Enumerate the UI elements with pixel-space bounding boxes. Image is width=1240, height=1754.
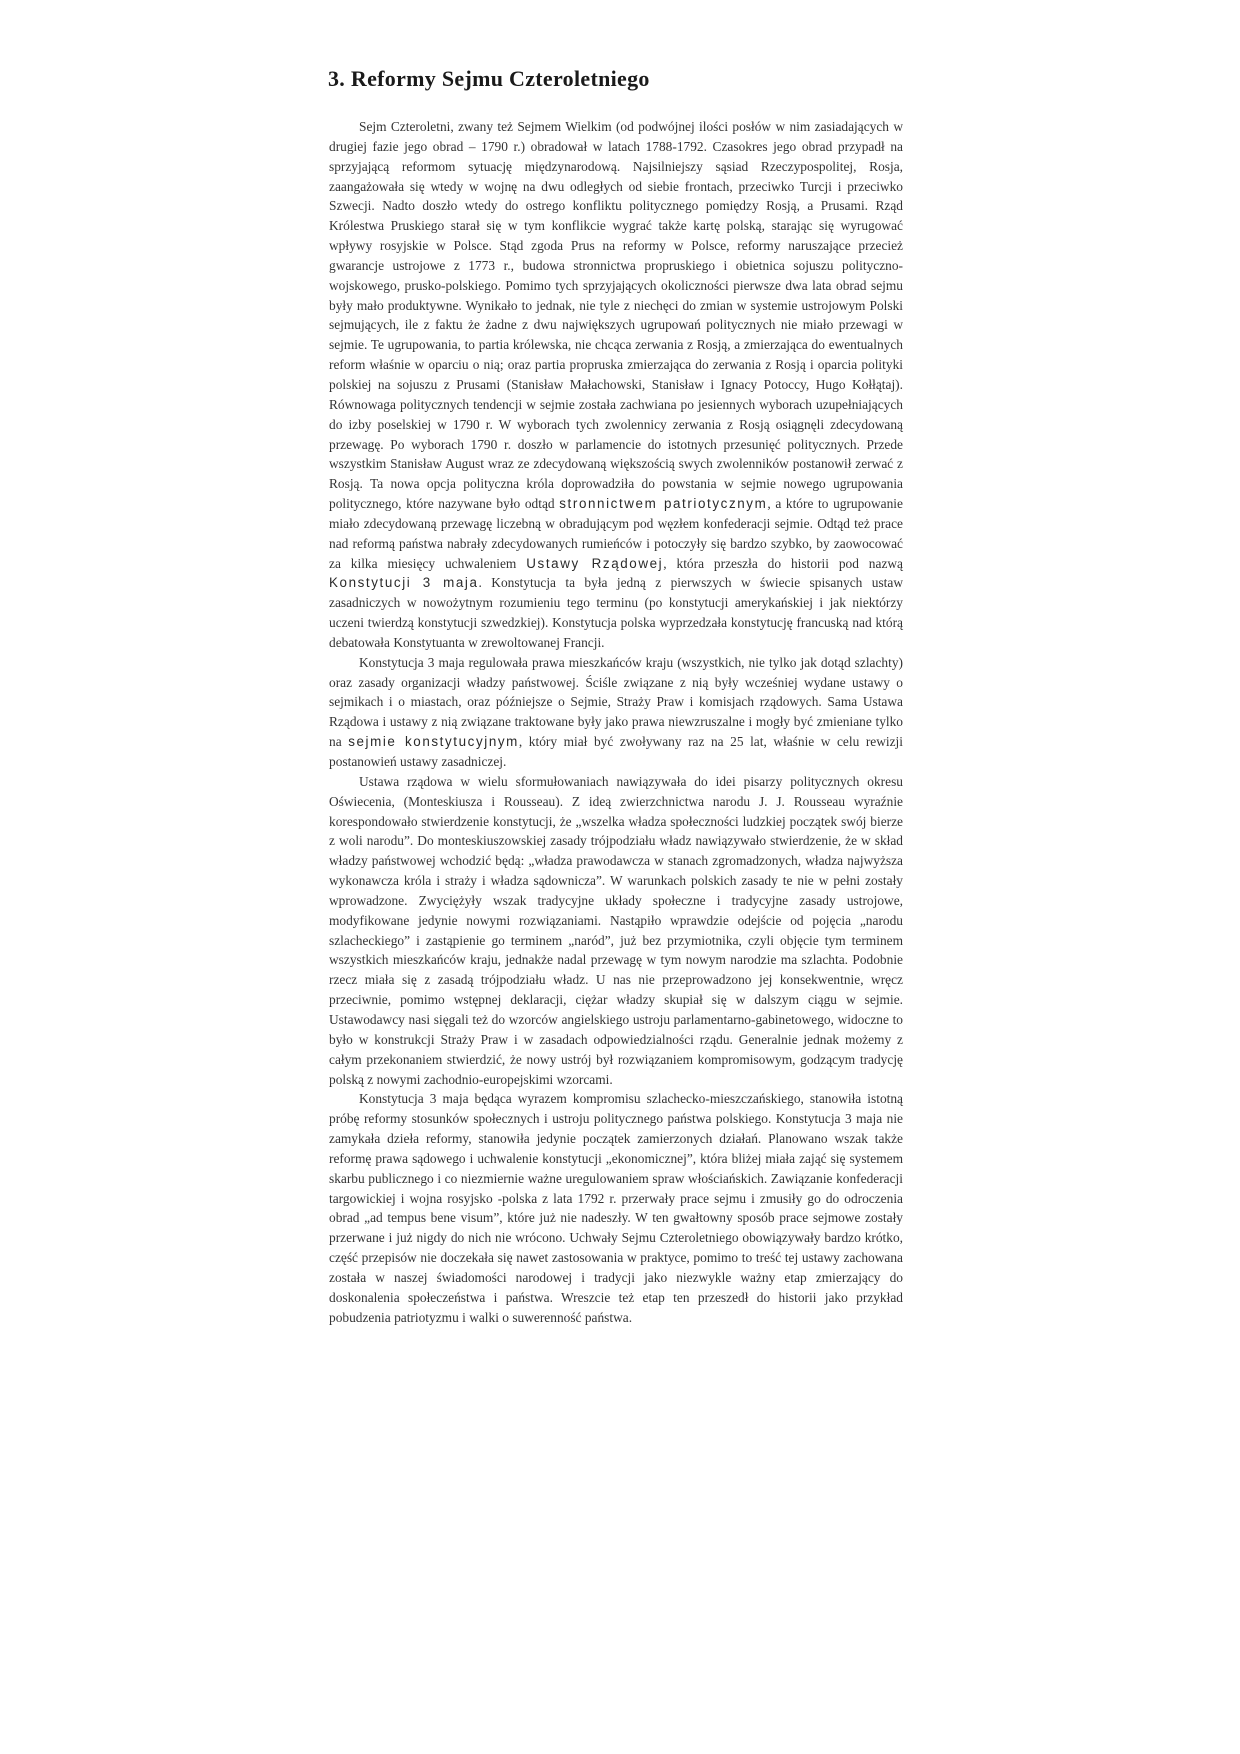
paragraph-1-text-d: . Konstytucja ta była jedną z pierwszych w świecie spisanych ustaw zasadniczych w nowożytnym rozumieniu tego terminu (po konstytucji amerykańskiej i jak niektórzy uczeni twierdzą konstytucji szwedzkiej). Konstytucja polska wyprzedzała konstytucję francuską nad którą debatowała Konstytuanta w zrewoltowanej Francji. [329, 575, 903, 650]
paragraph-1-text-b: , a które to ugrupowanie miało zdecydowaną przewagę liczebną w obradującym pod węzłem konfederacji sejmie. Odtąd też prace nad reformą państwa nabrały zdecydowanych rumieńców i potoczyły się bardzo szybko, by zaowocować za kilka miesięcy uchwaleniem [329, 496, 903, 571]
paragraph-2 [329, 653, 903, 772]
term-stronnictwo-patriotyczne: stronnictwem patriotycznym [559, 496, 768, 512]
paragraph-1 [329, 117, 903, 653]
section-heading: 3. Reformy Sejmu Czteroletniego [328, 66, 650, 91]
paragraph-3: Ustawa rządowa w wielu sformułowaniach nawiązywała do idei pisarzy politycznych okresu Oświecenia, (Monteskiusza i Rousseau). Z ideą zwierzchnictwa narodu J. J. Rousseau wyraźnie korespondowało stwierdzenie konstytucji, że „wszelka władza społeczności ludzkiej początek swój bierze z woli narodu”. Do monteskiuszowskiej zasady trójpodziału władz nawiązywało stwierdzenie, że w skład władzy państwowej wchodzić będą: „władza prawodawcza w stanach zgromadzonych, władza najwyższa wykonawcza króla i straży i władza sądownicza”. W warunkach polskich zasady te nie w pełni zostały wprowadzone. Zwyciężyły wszak tradycyjne układy społeczne i tradycyjne zasady ustrojowe, modyfikowane jedynie nowymi rozwiązaniami. Nastąpiło wprawdzie odejście od pojęcia „narodu szlacheckiego” i zastąpienie go terminem „naród”, już bez przymiotnika, czyli objęcie tym terminem wszystkich mieszkańców kraju, jednakże nadal przewagę w tym nowym narodzie ma szlachta. Podobnie rzecz miała się z zasadą trójpodziału władz. U nas nie przeprowadzono jej konsekwentnie, wręcz przeciwnie, pomimo wstępnej deklaracji, ciężar władzy skupiał się w dalszym ciągu w sejmie. Ustawodawcy nasi sięgali też do wzorców angielskiego ustroju parlamentarno-gabinetowego, widoczne to było w konstrukcji Straży Praw i w zasadach odpowiedzialności rządu. Generalnie jednak możemy z całym przekonaniem stwierdzić, że nowy ustrój był rozwiązaniem kompromisowym, godzącym tradycję polską z nowymi zachodnio-europejskimi wzorcami. [329, 773, 903, 1087]
paragraph-1-text-c: , która przeszła do historii pod nazwą [663, 555, 904, 571]
term-konstytucja-3-maja: Konstytucji 3 maja [329, 575, 479, 591]
term-ustawa-rzadowa: Ustawy Rządowej [526, 555, 664, 571]
paragraph-2-text-a: Konstytucja 3 maja regulowała prawa mieszkańców kraju (wszystkich, nie tylko jak dotąd szlachty) oraz zasady organizacji władzy państwowej. Ściśle związane z nią były wcześniej wydane ustawy o sejmikach i o miastach, oraz późniejsze o Sejmie, Straży Praw i komisjach rządowych. Sama Ustawa Rządowa i ustawy z nią związane traktowane były jako prawa niewzruszalne i mogły być zmieniane tylko na [329, 654, 903, 750]
paragraph-1-text-a: Sejm Czteroletni, zwany też Sejmem Wielkim (od podwójnej ilości posłów w nim zasiadających w drugiej fazie jego obrad – 1790 r.) obradował w latach 1788-1792. Czasokres jego obrad przypadł na sprzyjającą reformom sytuację międzynarodową. Najsilniejszy sąsiad Rzeczypospolitej, Rosja, zaangażowała się wtedy w wojnę na dwu odległych od siebie frontach, przeciwko Turcji i przeciwko Szwecji. Nadto doszło wtedy do ostrego konfliktu politycznego pomiędzy Rosją, a Prusami. Rząd Królestwa Pruskiego starał się w tym konflikcie wygrać także kartę polską, starając się wyrugować wpływy rosyjskie w Polsce. Stąd zgoda Prus na reformy w Polsce, reformy naruszające przecież gwarancje ustrojowe z 1773 r., budowa stronnictwa propruskiego i obietnica sojuszu polityczno-wojskowego, prusko-polskiego. Pomimo tych sprzyjających okoliczności pierwsze dwa lata obrad sejmu były mało produktywne. Wynikało to jednak, nie tyle z niechęci do zmian w systemie ustrojowym Polski sejmujących, ile z faktu że żadne z dwu największych ugrupowań politycznych nie miało przewagi w sejmie. Te ugrupowania, to partia królewska, nie chcąca zerwania z Rosją, a zmierzająca do ewentualnych reform właśnie w oparciu o nią; oraz partia propruska zmierzająca do zerwania z Rosją i oparcia polityki polskiej na sojuszu z Prusami (Stanisław Małachowski, Stanisław i Ignacy Potoccy, Hugo Kołłątaj). Równowaga politycznych tendencji w sejmie została zachwiana po jesiennych wyborach uzupełniających do izby poselskiej w 1790 r. W wyborach tych zwolennicy zerwania z Rosją osiągnęli zdecydowaną przewagę. Po wyborach 1790 r. doszło w parlamencie do istotnych przesunięć politycznych. Przede wszystkim Stanisław August wraz ze zdecydowaną większością swych zwolenników postanowił zerwać z Rosją. Ta nowa opcja polityczna króla doprowadziła do powstania w sejmie nowego ugrupowania politycznego, które nazywane było odtąd [329, 119, 903, 512]
body-text [329, 117, 903, 1327]
paragraph-4: Konstytucja 3 maja będąca wyrazem kompromisu szlachecko-mieszczańskiego, stanowiła istotną próbę reformy stosunków społecznych i ustroju politycznego państwa polskiego. Konstytucja 3 maja nie zamykała dzieła reformy, stanowiła jedynie początek zamierzonych działań. Planowano wszak także reformę prawa sądowego i uchwalenie konstytucji „ekonomicznej”, która bliżej miała zająć się systemem skarbu publicznego i co niezmiernie ważne uregulowaniem spraw włościańskich. Zawiązanie konfederacji targowickiej i wojna rosyjsko -polska z lata 1792 r. przerwały prace sejmu i zmusiły go do odroczenia obrad „ad tempus bene visum”, które już nie nadeszły. W ten gwałtowny sposób prace sejmowe zostały przerwane i już nigdy do nich nie wrócono. Uchwały Sejmu Czteroletniego obowiązywały bardzo krótko, część przepisów nie doczekała się nawet zastosowania w praktyce, pomimo to treść tej ustawy zachowana została w naszej świadomości narodowej i tradycji jako niezwykle ważny etap zmierzający do doskonalenia społeczeństwa i państwa. Wreszcie też etap ten przeszedł do historii jako przykład pobudzenia patriotyzmu i walki o suwerenność państwa. [329, 1091, 903, 1325]
paragraph-2-text-b: , który miał być zwoływany raz na 25 lat, właśnie w celu rewizji postanowień ustawy zasadniczej. [329, 734, 903, 769]
term-sejm-konstytucyjny: sejmie konstytucyjnym [348, 734, 519, 750]
